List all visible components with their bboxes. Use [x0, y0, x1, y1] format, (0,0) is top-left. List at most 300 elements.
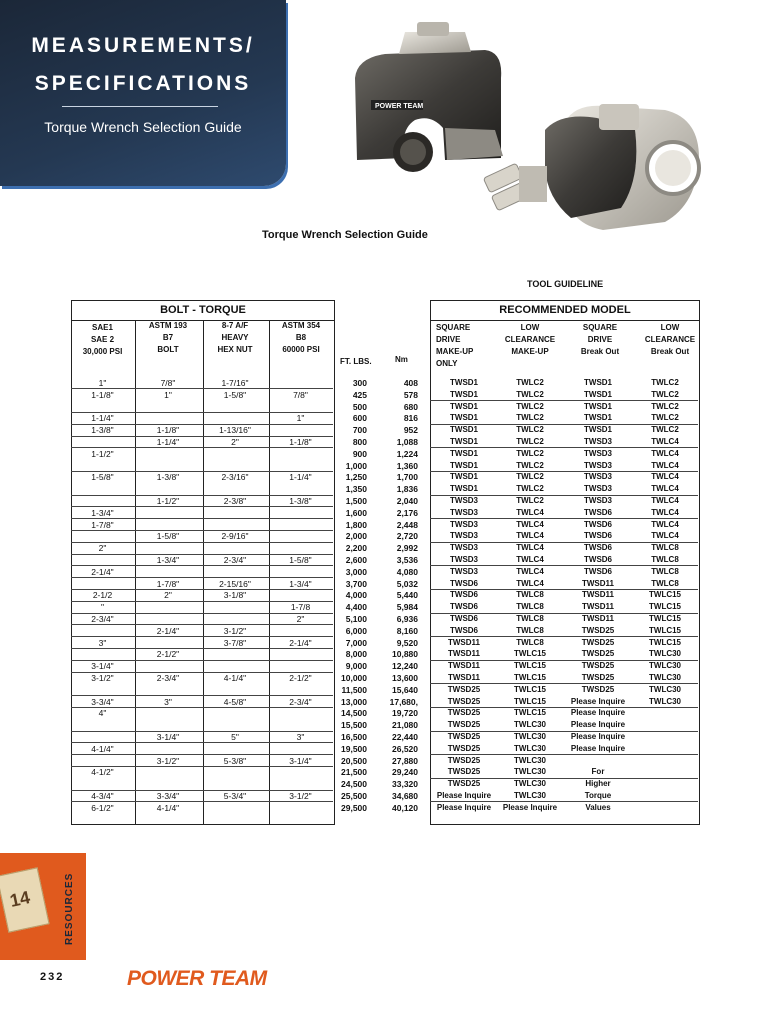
table-row — [71, 377, 698, 389]
cell-sdm: TWSD1 — [450, 425, 478, 435]
cell-lcm: TWLC15 — [514, 684, 546, 694]
cell-lcm: TWLC15 — [514, 696, 546, 706]
cell-sdb: TWSD25 — [581, 661, 615, 671]
cell-sdb: TWSD11 — [581, 614, 614, 623]
header-astm193: ASTM 193 B7 BOLT — [148, 321, 188, 354]
table-row — [71, 719, 698, 731]
row-divider — [71, 388, 333, 389]
cell-nm: 26,520 — [392, 743, 418, 754]
cell-nm: 9,520 — [396, 637, 418, 648]
cell-sdb: TWSD3 — [584, 484, 612, 494]
cell-nut: 1-5/8" — [223, 389, 247, 400]
cell-lcb: TWLC30 — [649, 684, 681, 694]
cell-b8: 1-1/4" — [289, 472, 312, 483]
row-divider — [71, 648, 333, 649]
chapter-number: 14 — [8, 887, 32, 911]
cell-ft: 600 — [352, 413, 367, 424]
cell-b7: 2-3/4" — [156, 673, 180, 683]
cell-sdb: TWSD6 — [584, 555, 612, 564]
cell-b8: 2" — [296, 614, 305, 624]
banner-subtitle: Torque Wrench Selection Guide — [44, 119, 242, 135]
cell-lcm: TWLC15 — [514, 661, 546, 671]
cell-lcb: TWLC15 — [649, 625, 681, 635]
cell-nm: 29,240 — [392, 767, 418, 778]
cell-sdm: TWSD25 — [447, 779, 481, 789]
cell-lcm: TWLC30 — [514, 743, 546, 753]
page-number: 232 — [40, 971, 65, 983]
cell-sdm: TWSD11 — [447, 661, 480, 671]
cell-sdb: TWSD1 — [584, 413, 612, 423]
cell-sdm: TWSD11 — [447, 637, 480, 647]
row-divider — [71, 530, 333, 531]
cell-nut: 5-3/4" — [223, 791, 247, 801]
cell-b8: 7/8" — [293, 389, 308, 400]
cell-sdb: TWSD3 — [584, 448, 612, 458]
table-row — [71, 519, 698, 531]
cell-b7: 3-1/2" — [156, 755, 180, 766]
photo-brand-label: POWER TEAM — [375, 103, 424, 110]
cell-ft: 29,500 — [341, 802, 367, 813]
cell-lcm: TWLC2 — [516, 401, 544, 411]
cell-sdm: TWSD3 — [450, 566, 478, 576]
cell-nm: 2,040 — [396, 496, 418, 506]
cell-sdb: TWSD1 — [584, 401, 612, 411]
cell-lcm: TWLC4 — [516, 578, 544, 588]
cell-ft: 5,100 — [345, 614, 367, 624]
row-divider — [71, 672, 333, 673]
cell-sdb: TWSD6 — [584, 543, 612, 553]
cell-ft: 1,600 — [345, 507, 367, 518]
cell-lcm: TWLC2 — [516, 389, 544, 399]
table-row — [71, 601, 698, 613]
cell-b7: 1" — [164, 389, 172, 400]
cell-ft: 13,000 — [341, 696, 367, 707]
cell-ft: 800 — [352, 437, 367, 447]
cell-lcm: TWLC4 — [516, 566, 544, 576]
cell-b7: 1-1/4" — [156, 437, 180, 447]
cell-lcb: TWLC8 — [651, 578, 679, 588]
cell-lcm: TWLC30 — [514, 720, 546, 730]
cell-sdb: TWSD6 — [584, 507, 612, 517]
table-row — [71, 743, 698, 755]
chapter-label: RESOURCES — [64, 872, 75, 945]
cell-b7: 3-3/4" — [156, 791, 180, 801]
row-divider — [71, 554, 333, 555]
cell-sdb: Torque — [584, 791, 612, 800]
cell-lcb: TWLC2 — [651, 425, 679, 435]
cell-nm: 27,880 — [392, 755, 418, 766]
cell-ft: 500 — [352, 401, 367, 412]
cell-nut: 2-3/16" — [221, 472, 249, 483]
cell-ft: 1,350 — [345, 484, 367, 495]
cell-nut: 2-9/16" — [221, 531, 249, 542]
cell-b8: 3" — [296, 732, 305, 742]
table-row — [71, 530, 698, 542]
cell-sdb: TWSD25 — [581, 673, 615, 682]
cell-sdb: For — [591, 767, 605, 777]
bolt-torque-title: BOLT - TORQUE — [72, 301, 334, 321]
row-divider — [71, 471, 333, 472]
table-row — [71, 672, 698, 684]
cell-ft: 10,000 — [341, 673, 367, 683]
cell-lcm: TWLC30 — [514, 755, 546, 765]
cell-sdm: TWSD6 — [450, 614, 478, 623]
cell-nm: 1,088 — [396, 437, 418, 447]
cell-b8: 1-3/4" — [289, 578, 312, 589]
cell-lcm: TWLC2 — [516, 460, 544, 470]
cell-sdb: TWSD25 — [581, 637, 615, 647]
cell-lcm: TWLC2 — [516, 496, 544, 505]
cell-ft: 300 — [352, 378, 367, 388]
cell-sdm: Please Inquire — [436, 791, 492, 800]
cell-nm: 2,720 — [396, 531, 418, 542]
row-divider — [71, 754, 333, 755]
cell-sdb: TWSD25 — [581, 684, 615, 694]
table-row — [71, 507, 698, 519]
cell-ft: 11,500 — [341, 684, 367, 695]
cell-lcm: TWLC8 — [516, 602, 544, 612]
cell-nm: 6,936 — [396, 614, 418, 624]
cell-lcm: TWLC8 — [516, 637, 544, 647]
cell-nut: 5-3/8" — [223, 755, 247, 766]
cell-lcm: TWLC8 — [516, 625, 544, 635]
cell-lcb: TWLC4 — [651, 519, 679, 529]
cell-sdb: TWSD1 — [584, 389, 612, 399]
table-row — [71, 696, 698, 708]
cell-sdm: TWSD25 — [447, 696, 481, 706]
row-divider — [71, 436, 333, 437]
row-divider — [430, 778, 698, 779]
cell-sdb: Higher — [585, 779, 611, 789]
cell-ft: 25,500 — [341, 791, 367, 801]
cell-lcb: TWLC8 — [651, 543, 679, 553]
cell-sdm: TWSD3 — [450, 496, 478, 505]
cell-sae: 1-3/8" — [91, 425, 114, 436]
cell-nm: 19,720 — [392, 708, 418, 719]
cell-nm: 408 — [403, 378, 418, 388]
cell-lcm: TWLC4 — [516, 519, 544, 529]
row-divider — [430, 589, 698, 590]
cell-lcm: TWLC2 — [516, 437, 544, 446]
cell-sdb: TWSD25 — [581, 649, 615, 659]
cell-lcb: TWLC4 — [651, 484, 679, 494]
table-row — [71, 648, 698, 660]
cell-lcb: TWLC15 — [649, 614, 681, 623]
cell-sae: 4-1/4" — [91, 743, 114, 754]
header-ft-lbs: FT. LBS. — [340, 357, 372, 366]
row-divider — [430, 542, 698, 543]
banner-divider — [62, 106, 218, 107]
header-sae: SAE1 SAE 2 30,000 PSI — [82, 323, 123, 356]
cell-b7: 2-1/4" — [156, 625, 180, 636]
cell-ft: 15,500 — [341, 720, 367, 731]
cell-lcb: TWLC4 — [651, 496, 679, 505]
table-row — [71, 684, 698, 696]
table-row — [71, 483, 698, 495]
header-low-clearance-breakout: LOW CLEARANCE Break Out — [644, 323, 696, 356]
cell-lcb: TWLC2 — [651, 378, 679, 387]
cell-sdm: TWSD1 — [450, 472, 478, 482]
row-divider — [430, 731, 698, 732]
cell-lcb: TWLC4 — [651, 448, 679, 458]
cell-ft: 8,000 — [345, 649, 367, 660]
cell-sae: 3-1/2" — [91, 673, 114, 683]
table-row — [71, 707, 698, 719]
banner-title-line2: SPECIFICATIONS — [34, 72, 252, 95]
cell-sae: 1-3/4" — [91, 507, 114, 518]
cell-nm: 2,992 — [396, 543, 418, 554]
cell-ft: 21,500 — [341, 767, 367, 778]
cell-sdm: TWSD25 — [447, 743, 481, 753]
table-row — [71, 401, 698, 413]
row-divider — [71, 613, 333, 614]
row-divider — [71, 412, 333, 413]
cell-sdm: TWSD25 — [447, 755, 481, 765]
cell-sdb: TWSD11 — [581, 602, 614, 612]
cell-sdm: TWSD25 — [447, 708, 481, 718]
table-row — [71, 412, 698, 424]
row-divider — [71, 518, 333, 519]
cell-b7: 4-1/4" — [156, 802, 180, 813]
cell-ft: 700 — [352, 425, 367, 436]
row-divider — [71, 624, 333, 625]
cell-sdb: Please Inquire — [570, 696, 626, 706]
cell-nut: 2-3/4" — [223, 555, 247, 565]
cell-nut: 1-13/16" — [219, 425, 251, 436]
cell-sdb: Please Inquire — [570, 720, 626, 730]
cell-lcm: TWLC15 — [514, 649, 546, 659]
cell-b8: 1" — [296, 413, 305, 424]
table-row — [71, 731, 698, 743]
tool-guideline-label: TOOL GUIDELINE — [527, 279, 604, 289]
cell-ft: 2,600 — [345, 555, 367, 565]
cell-sdb: TWSD6 — [584, 531, 612, 541]
cell-b8: 1-5/8" — [289, 555, 312, 565]
cell-ft: 1,500 — [345, 496, 367, 506]
table-row — [71, 778, 698, 790]
cell-lcm: TWLC4 — [516, 507, 544, 517]
cell-sdm: TWSD3 — [450, 519, 478, 529]
table-row — [71, 613, 698, 625]
cell-sdb: Values — [585, 802, 611, 812]
cell-lcm: TWLC2 — [516, 378, 544, 387]
cell-nm: 5,984 — [396, 602, 418, 613]
cell-sae: 1-1/8" — [91, 389, 114, 400]
cell-sdm: TWSD6 — [450, 578, 478, 588]
cell-sae: 1-1/4" — [91, 413, 114, 424]
cell-nut: 4-1/4" — [223, 673, 247, 683]
cell-nut: 2" — [231, 437, 239, 447]
cell-ft: 2,200 — [345, 543, 367, 554]
cell-ft: 6,000 — [345, 625, 367, 636]
cell-sdm: TWSD6 — [450, 625, 478, 635]
cell-ft: 4,400 — [345, 602, 367, 613]
row-divider — [71, 731, 333, 732]
row-divider — [71, 589, 333, 590]
row-divider — [71, 790, 333, 791]
cell-sdb: Please Inquire — [570, 743, 626, 753]
cell-b8: 2-1/2" — [289, 673, 312, 683]
cell-lcb: TWLC15 — [649, 637, 681, 647]
row-divider — [71, 506, 333, 507]
cell-lcm: TWLC30 — [514, 732, 546, 741]
cell-sdb: TWSD6 — [584, 566, 612, 576]
cell-lcm: TWLC2 — [516, 425, 544, 435]
cell-b8: 1-3/8" — [289, 496, 312, 506]
cell-nut: 1-7/16" — [221, 378, 249, 388]
cell-lcb: TWLC4 — [651, 531, 679, 541]
cell-sdb: Please Inquire — [570, 732, 626, 741]
cell-b7: 7/8" — [160, 378, 176, 388]
cell-nm: 1,700 — [396, 472, 418, 483]
row-divider — [430, 660, 698, 661]
cell-sdm: TWSD25 — [447, 684, 481, 694]
cell-sae: 3" — [98, 637, 107, 648]
row-divider — [71, 766, 333, 767]
cell-b8: 3-1/4" — [289, 755, 312, 766]
cell-sdb: TWSD3 — [584, 496, 612, 505]
cell-sdm: TWSD6 — [450, 590, 478, 600]
row-divider — [430, 565, 698, 566]
cell-ft: 2,000 — [345, 531, 367, 542]
cell-sae: 3-3/4" — [91, 696, 114, 707]
cell-sae: " — [100, 602, 105, 613]
cell-ft: 16,500 — [341, 732, 367, 742]
cell-nm: 1,360 — [396, 460, 418, 471]
table-row — [71, 802, 698, 814]
table-row — [71, 578, 698, 590]
cell-lcb: TWLC4 — [651, 472, 679, 482]
cell-nm: 40,120 — [392, 802, 418, 813]
cell-ft: 900 — [352, 448, 367, 459]
cell-sdb: TWSD6 — [584, 519, 612, 529]
cell-lcm: TWLC4 — [516, 555, 544, 564]
table-row — [71, 755, 698, 767]
cell-lcb: TWLC4 — [651, 437, 679, 446]
cell-nm: 33,320 — [392, 779, 418, 790]
cell-sae: 1-7/8" — [91, 519, 114, 530]
header-square-drive-breakout: SQUARE DRIVE Break Out — [580, 323, 620, 356]
cell-ft: 3,000 — [345, 566, 367, 577]
cell-b7: 3" — [164, 696, 172, 707]
cell-nm: 21,080 — [392, 720, 418, 731]
cell-nm: 10,880 — [392, 649, 418, 660]
cell-nut: 4-5/8" — [223, 696, 247, 707]
row-divider — [71, 801, 333, 802]
cell-lcb: TWLC15 — [649, 602, 681, 612]
cell-lcb: TWLC4 — [651, 507, 679, 517]
row-divider — [71, 447, 333, 448]
cell-lcm: TWLC8 — [516, 614, 544, 623]
cell-sdm: TWSD3 — [450, 543, 478, 553]
cell-b8: 1-7/8 — [290, 602, 311, 613]
cell-ft: 425 — [352, 389, 367, 400]
cell-b7: 1-3/4" — [156, 555, 180, 565]
cell-sdb: TWSD11 — [581, 590, 614, 600]
cell-ft: 1,250 — [345, 472, 367, 483]
row-divider — [71, 601, 333, 602]
cell-nut: 2-15/16" — [219, 578, 251, 589]
photo-caption: Torque Wrench Selection Guide — [262, 229, 428, 241]
cell-sdm: TWSD1 — [450, 484, 478, 494]
cell-nm: 34,680 — [392, 791, 418, 801]
cell-sae: 2-1/4" — [91, 566, 114, 577]
cell-b7: 2" — [164, 590, 172, 601]
table-row — [71, 637, 698, 649]
cell-nm: 816 — [403, 413, 418, 424]
table-row — [71, 766, 698, 778]
row-divider — [430, 613, 698, 614]
row-divider — [71, 707, 333, 708]
banner-title-line1: MEASUREMENTS/ — [31, 34, 255, 57]
cell-lcb: TWLC2 — [651, 389, 679, 399]
cell-sae: 2-3/4" — [91, 614, 114, 624]
cell-nut: 5" — [231, 732, 239, 742]
table-row — [71, 625, 698, 637]
cell-nm: 15,640 — [392, 684, 418, 695]
cell-lcb: TWLC15 — [649, 590, 681, 600]
cell-nm: 3,536 — [396, 555, 418, 565]
row-divider — [430, 424, 698, 425]
cell-nut: 3-1/8" — [223, 590, 247, 601]
recommended-model-title: RECOMMENDED MODEL — [431, 301, 699, 321]
cell-nm: 680 — [403, 401, 418, 412]
cell-lcm: TWLC2 — [516, 484, 544, 494]
cell-nm: 578 — [403, 389, 418, 400]
cell-ft: 1,800 — [345, 519, 367, 530]
row-divider — [71, 695, 333, 696]
cell-b7: 2-1/2" — [156, 649, 180, 660]
cell-sae: 6-1/2" — [91, 802, 114, 813]
cell-ft: 1,000 — [345, 460, 367, 471]
table-row — [71, 460, 698, 472]
row-divider — [430, 683, 698, 684]
header-square-drive-makeup: SQUARE DRIVE MAKE-UP ONLY — [436, 323, 474, 368]
power-team-logo: POWER TEAM — [127, 967, 267, 990]
table-row — [71, 554, 698, 566]
row-divider — [71, 636, 333, 637]
torque-wrench-photo — [335, 18, 725, 250]
row-divider — [71, 742, 333, 743]
cell-nm: 2,176 — [396, 507, 418, 518]
row-divider — [71, 577, 333, 578]
row-divider — [430, 801, 698, 802]
cell-b7: 1-1/2" — [156, 496, 180, 506]
cell-lcm: TWLC4 — [516, 531, 544, 541]
cell-nm: 1,836 — [396, 484, 418, 495]
cell-sdb: TWSD3 — [584, 472, 612, 482]
row-divider — [430, 471, 698, 472]
cell-b8: 1-1/8" — [289, 437, 312, 447]
cell-b7: 1-5/8" — [156, 531, 180, 542]
cell-lcb: TWLC2 — [651, 401, 679, 411]
cell-sdm: TWSD11 — [447, 673, 480, 682]
cell-sdm: TWSD25 — [447, 732, 481, 741]
cell-nm: 952 — [403, 425, 418, 436]
cell-nm: 13,600 — [392, 673, 418, 683]
cell-lcm: Please Inquire — [502, 802, 558, 812]
cell-nm: 2,448 — [396, 519, 418, 530]
table-row — [71, 436, 698, 448]
cell-lcm: TWLC2 — [516, 413, 544, 423]
cell-sae: 4" — [98, 708, 107, 719]
cell-lcb: TWLC30 — [649, 696, 681, 706]
cell-sae: 4-1/2" — [91, 767, 114, 778]
table-row — [71, 495, 698, 507]
row-divider — [430, 400, 698, 401]
cell-sdm: TWSD1 — [450, 389, 478, 399]
table-row — [71, 790, 698, 802]
